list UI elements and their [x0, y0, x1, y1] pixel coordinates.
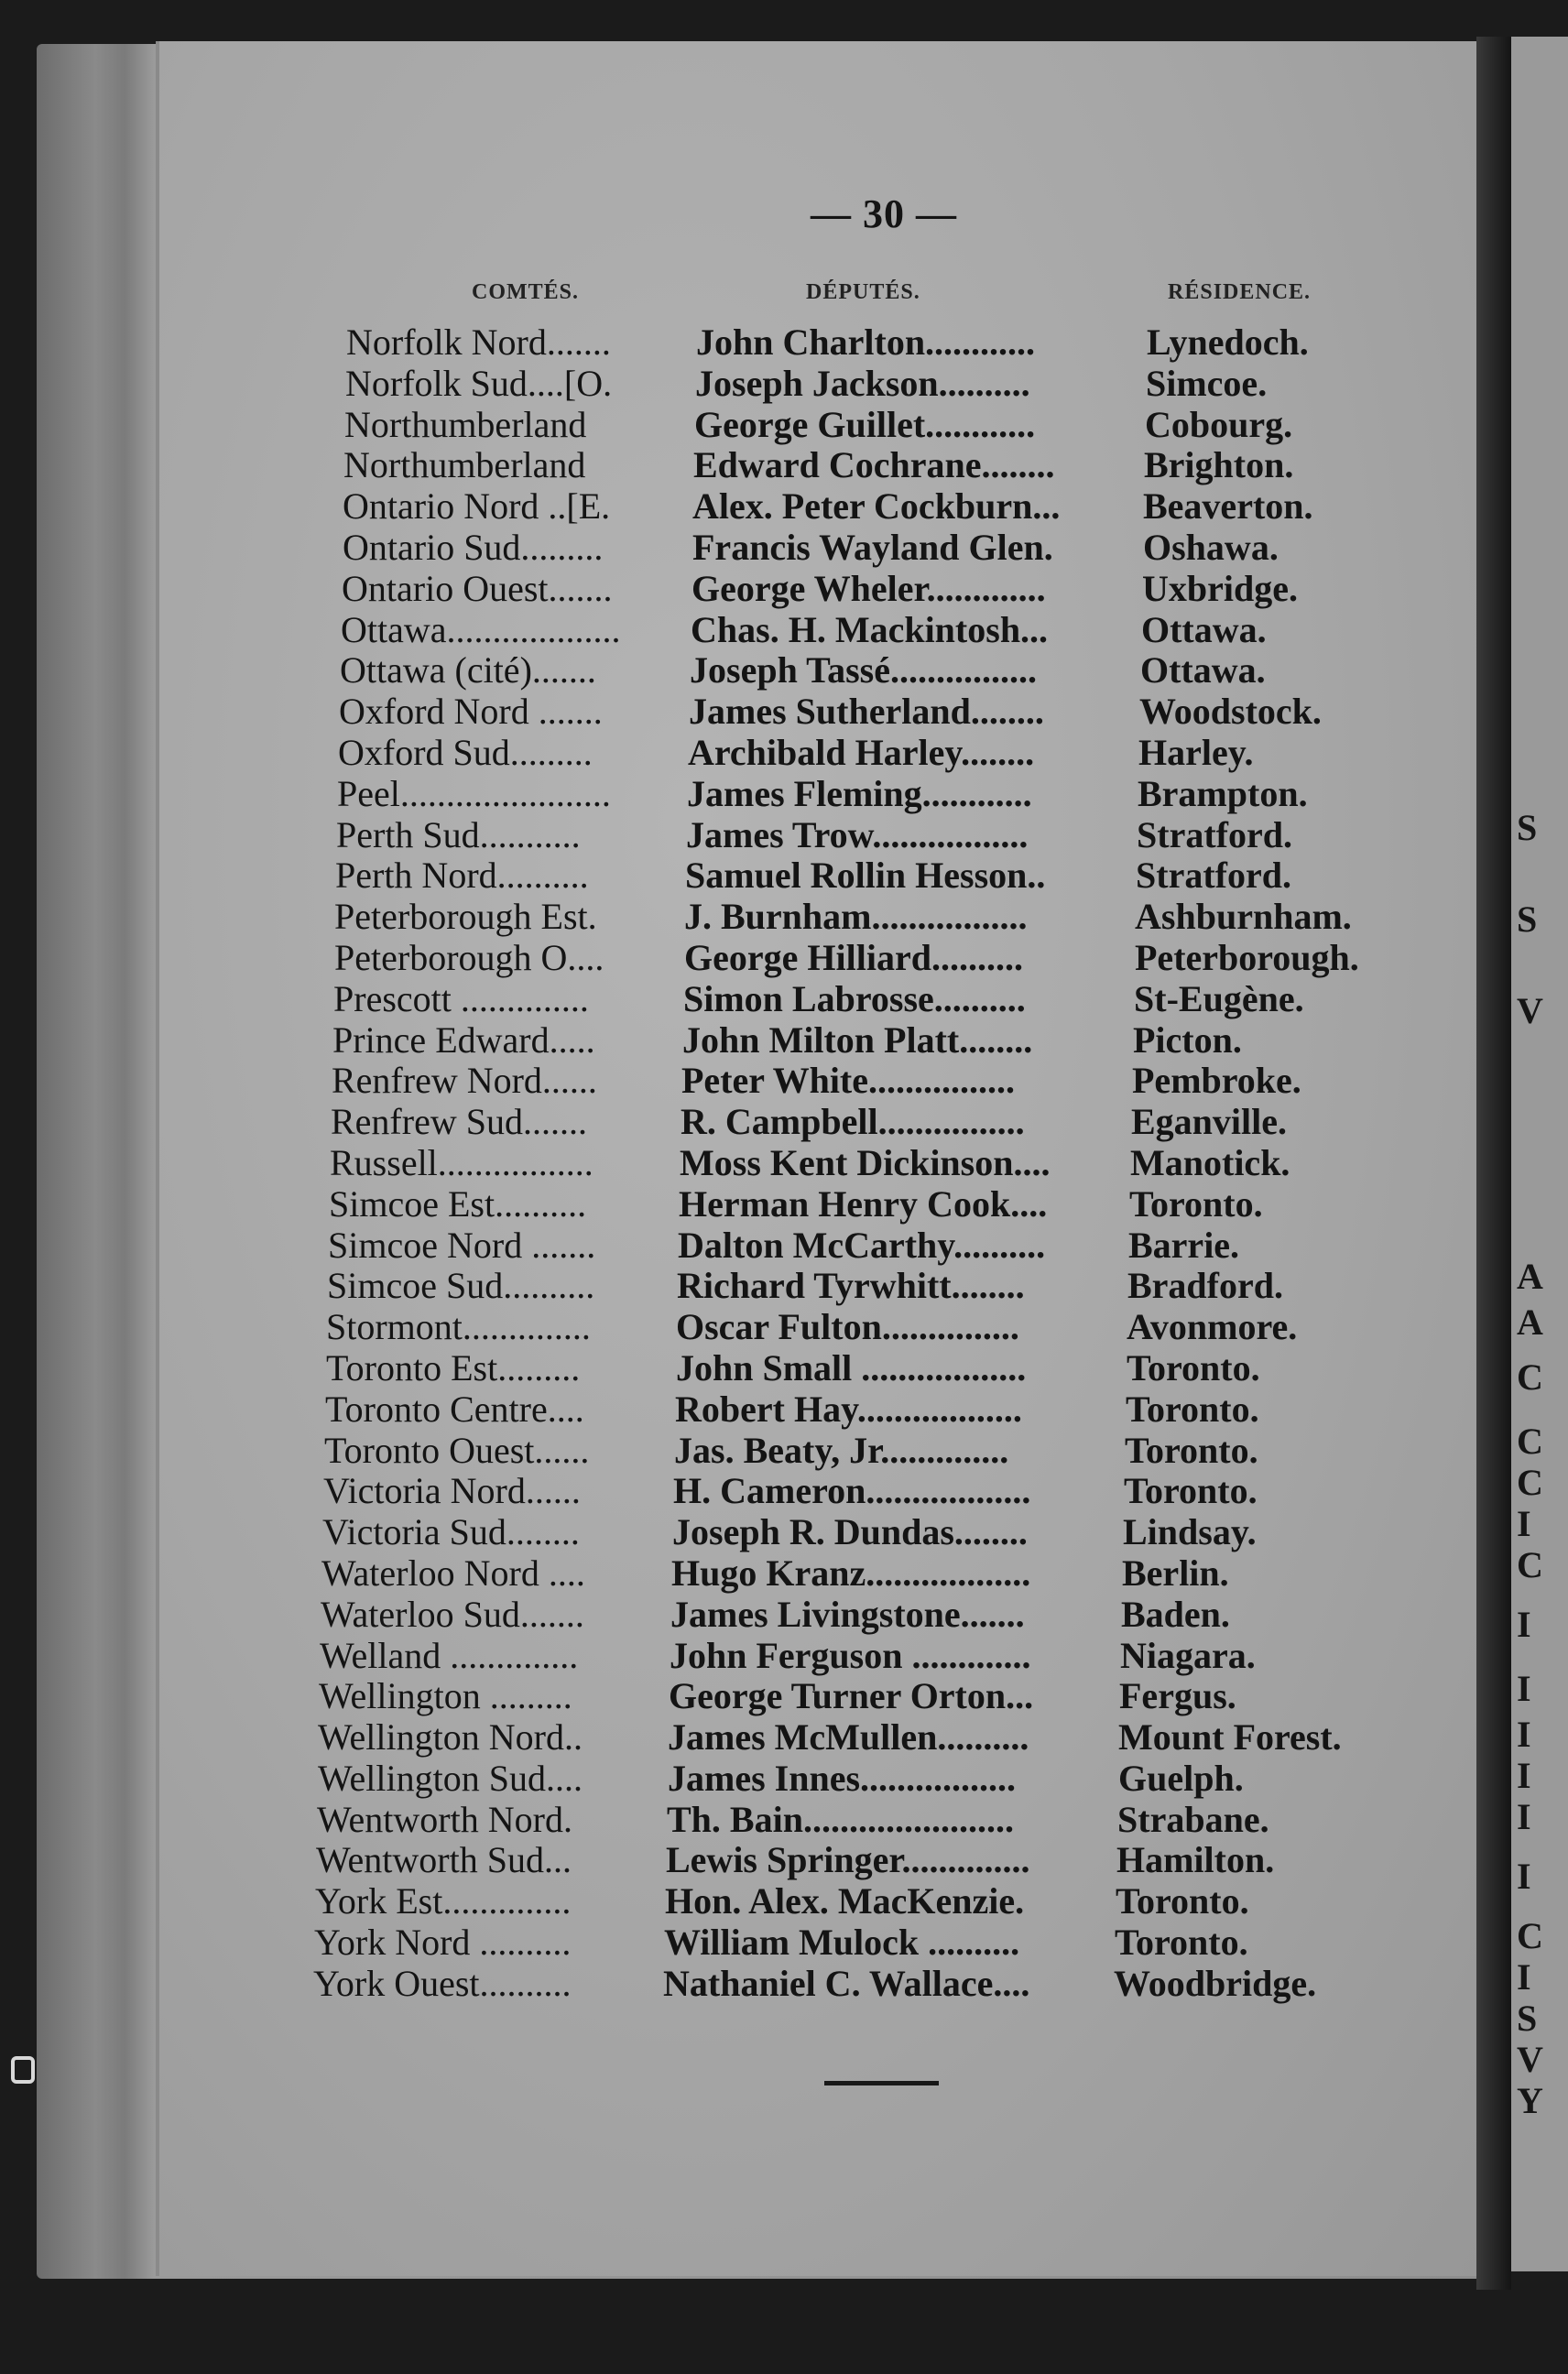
row-deputy: James Livingstone....... [670, 1593, 1025, 1635]
column-header-residence: RÉSIDENCE. [1168, 280, 1312, 304]
facing-letter: I [1517, 1668, 1531, 1709]
row-deputy: James McMullen.......... [668, 1716, 1029, 1759]
row-county: Renfrew Nord...... [332, 1060, 597, 1102]
table-row [0, 1553, 1568, 1595]
table-row [0, 1102, 1568, 1143]
row-deputy: Samuel Rollin Hesson.. [685, 855, 1046, 897]
row-county: Simcoe Nord ....... [328, 1224, 596, 1266]
row-residence: Simcoe. [1146, 362, 1268, 404]
row-deputy: Moss Kent Dickinson.... [680, 1141, 1051, 1183]
table-row [0, 1348, 1568, 1389]
row-deputy: Peter White................ [681, 1060, 1016, 1102]
row-county: Norfolk Nord....... [346, 321, 611, 363]
row-county: Wentworth Nord. [317, 1798, 572, 1840]
row-deputy: Joseph Tassé................ [690, 649, 1037, 692]
table-row [0, 1471, 1568, 1512]
row-county: Ontario Ouest....... [342, 567, 613, 609]
table-row [0, 1840, 1568, 1881]
facing-letter: I [1517, 1956, 1531, 1998]
row-deputy: James Innes................. [668, 1757, 1017, 1799]
row-county: Wellington ......... [319, 1675, 572, 1717]
row-deputy: James Fleming............ [687, 772, 1032, 814]
row-deputy: John Milton Platt........ [682, 1018, 1033, 1061]
row-deputy: Edward Cochrane........ [693, 444, 1055, 486]
facing-letter: C [1517, 1544, 1543, 1585]
row-county: Simcoe Est.......... [329, 1182, 587, 1225]
facing-letter: S [1517, 898, 1538, 940]
row-county: Oxford Nord ....... [339, 691, 603, 733]
row-deputy: H. Cameron.................. [673, 1470, 1031, 1512]
facing-letter: C [1517, 1915, 1543, 1956]
row-deputy: Alex. Peter Cockburn... [692, 485, 1061, 528]
row-county: Renfrew Sud....... [331, 1101, 587, 1143]
facing-letter: A [1517, 1256, 1543, 1297]
table-row [0, 815, 1568, 856]
row-deputy: Nathaniel C. Wallace.... [663, 1962, 1030, 2004]
table-row [0, 1595, 1568, 1636]
row-residence: Ottawa. [1141, 608, 1267, 650]
row-residence: Barrie. [1128, 1224, 1240, 1266]
table-row [0, 1759, 1568, 1800]
row-deputy: James Trow................. [686, 813, 1029, 855]
table-row [0, 733, 1568, 774]
row-county: Northumberland [344, 403, 587, 445]
row-county: Toronto Centre.... [325, 1388, 584, 1430]
row-county: Russell................. [330, 1141, 593, 1183]
row-residence: Stratford. [1137, 813, 1292, 855]
table-row [0, 1676, 1568, 1717]
row-residence: Ashburnham. [1135, 896, 1352, 938]
row-residence: Eganville. [1131, 1101, 1288, 1143]
row-county: Toronto Ouest...... [324, 1429, 590, 1471]
row-residence: Pembroke. [1132, 1060, 1301, 1102]
row-residence: Oshawa. [1143, 526, 1279, 568]
table-row [0, 528, 1568, 569]
row-county: York Nord .......... [314, 1922, 572, 1964]
table-row [0, 1184, 1568, 1225]
row-county: Ontario Nord ..[E. [343, 485, 611, 528]
row-residence: Ottawa. [1140, 649, 1266, 692]
row-deputy: J. Burnham................. [684, 896, 1028, 938]
row-deputy: Jas. Beaty, Jr.............. [674, 1429, 1009, 1471]
table-row [0, 650, 1568, 692]
row-deputy: Hugo Kranz.................. [671, 1552, 1031, 1594]
end-rule [824, 2081, 939, 2085]
row-residence: Toronto. [1127, 1346, 1260, 1388]
table-row [0, 1922, 1568, 1964]
row-residence: Strabane. [1117, 1798, 1269, 1840]
row-deputy: Robert Hay.................. [675, 1388, 1022, 1430]
row-county: Waterloo Sud....... [321, 1593, 584, 1635]
margin-mark [11, 2056, 35, 2084]
row-county: Wellington Nord.. [318, 1716, 583, 1759]
row-residence: Mount Forest. [1118, 1716, 1342, 1759]
table-row [0, 1800, 1568, 1841]
row-deputy: Francis Wayland Glen. [692, 526, 1053, 568]
row-deputy: Joseph R. Dundas........ [672, 1511, 1028, 1553]
row-county: Prince Edward..... [332, 1018, 595, 1061]
row-deputy: R. Campbell................ [681, 1101, 1025, 1143]
row-residence: Niagara. [1120, 1634, 1256, 1676]
table-row [0, 405, 1568, 446]
table-row [0, 610, 1568, 651]
row-county: Perth Sud........... [336, 813, 581, 855]
row-deputy: Th. Bain....................... [667, 1798, 1014, 1840]
facing-letter: I [1517, 1856, 1531, 1897]
page-number: — 30 — [811, 191, 957, 236]
row-residence: Toronto. [1115, 1922, 1248, 1964]
table-row [0, 774, 1568, 815]
row-residence: Stratford. [1136, 855, 1291, 897]
row-residence: Manotick. [1130, 1141, 1290, 1183]
table-row [0, 1020, 1568, 1062]
row-residence: Brighton. [1144, 444, 1294, 486]
row-deputy: John Ferguson ............. [670, 1634, 1031, 1676]
facing-letter: I [1517, 1714, 1531, 1755]
row-deputy: Simon Labrosse.......... [683, 977, 1026, 1019]
row-residence: Woodbridge. [1114, 1962, 1317, 2004]
column-header-counties: COMTÉS. [472, 280, 580, 304]
row-residence: Woodstock. [1139, 691, 1322, 733]
row-deputy: George Turner Orton... [669, 1675, 1034, 1717]
row-deputy: Oscar Fulton............... [676, 1306, 1019, 1348]
table-row [0, 569, 1568, 610]
table-row [0, 364, 1568, 405]
facing-letter: C [1517, 1462, 1543, 1503]
table-row [0, 1225, 1568, 1267]
facing-letter: C [1517, 1356, 1543, 1398]
row-residence: Brampton. [1138, 772, 1308, 814]
row-residence: Peterborough. [1135, 936, 1359, 978]
row-residence: Fergus. [1119, 1675, 1236, 1717]
row-deputy: Archibald Harley........ [688, 731, 1035, 773]
row-deputy: William Mulock .......... [664, 1922, 1020, 1964]
table-row [0, 1307, 1568, 1348]
row-residence: Lindsay. [1123, 1511, 1257, 1553]
row-residence: Lynedoch. [1147, 321, 1309, 363]
row-county: Simcoe Sud.......... [327, 1265, 595, 1307]
row-residence: Picton. [1133, 1018, 1242, 1061]
row-residence: Toronto. [1116, 1880, 1249, 1922]
row-county: Waterloo Nord .... [321, 1552, 585, 1594]
row-county: Perth Nord.......... [335, 855, 589, 897]
row-residence: Beaverton. [1143, 485, 1313, 528]
row-residence: Avonmore. [1127, 1306, 1298, 1348]
row-county: Victoria Nord...... [323, 1470, 581, 1512]
table-row [0, 486, 1568, 528]
table-row [0, 445, 1568, 486]
row-deputy: James Sutherland........ [689, 691, 1044, 733]
row-deputy: Herman Henry Cook.... [679, 1182, 1048, 1225]
column-header-deputies: DÉPUTÉS. [806, 280, 920, 304]
row-residence: Guelph. [1118, 1757, 1244, 1799]
facing-letter: C [1517, 1421, 1543, 1462]
row-residence: Uxbridge. [1142, 567, 1298, 609]
row-county: York Est.............. [315, 1880, 572, 1922]
table-row [0, 1389, 1568, 1431]
row-county: York Ouest.......... [313, 1962, 572, 2004]
table-row [0, 1964, 1568, 2005]
facing-letter: Y [1517, 2080, 1543, 2121]
facing-letter: A [1517, 1301, 1543, 1343]
row-county: Peel....................... [337, 772, 611, 814]
table-row [0, 1431, 1568, 1472]
row-county: Prescott .............. [333, 977, 589, 1019]
table-row [0, 1266, 1568, 1307]
row-residence: Hamilton. [1116, 1839, 1275, 1881]
table-row [0, 692, 1568, 733]
facing-letter: S [1517, 807, 1538, 848]
row-residence: Toronto. [1126, 1388, 1259, 1430]
table-row [0, 1881, 1568, 1922]
row-residence: Cobourg. [1145, 403, 1293, 445]
row-county: Norfolk Sud....[O. [345, 362, 613, 404]
facing-letter: S [1517, 1998, 1538, 2039]
table-row [0, 855, 1568, 897]
row-deputy: John Charlton............ [696, 321, 1036, 363]
row-residence: Toronto. [1129, 1182, 1263, 1225]
table-row [0, 1143, 1568, 1184]
row-residence: St-Eugène. [1134, 977, 1304, 1019]
row-county: Ontario Sud......... [343, 526, 604, 568]
facing-letter: I [1517, 1503, 1531, 1544]
facing-letter: V [1517, 2039, 1543, 2080]
row-county: Stormont.............. [326, 1306, 591, 1348]
row-county: Peterborough Est. [334, 896, 597, 938]
table-row [0, 1512, 1568, 1553]
facing-letter: I [1517, 1755, 1531, 1796]
row-residence: Toronto. [1124, 1470, 1258, 1512]
table-row [0, 979, 1568, 1020]
table-row [0, 938, 1568, 979]
row-deputy: Joseph Jackson.......... [695, 362, 1030, 404]
row-county: Ottawa................... [341, 608, 621, 650]
table-row [0, 322, 1568, 364]
row-deputy: John Small .................. [676, 1346, 1027, 1388]
row-county: Toronto Est......... [326, 1346, 581, 1388]
row-deputy: George Guillet............ [694, 403, 1036, 445]
row-residence: Berlin. [1122, 1552, 1229, 1594]
row-county: Welland .............. [320, 1634, 579, 1676]
row-deputy: Chas. H. Mackintosh... [691, 608, 1049, 650]
facing-letter: I [1517, 1796, 1531, 1837]
table-row [0, 1636, 1568, 1677]
row-county: Wellington Sud.... [318, 1757, 583, 1799]
row-county: Wentworth Sud... [316, 1839, 572, 1881]
row-deputy: Dalton McCarthy.......... [678, 1224, 1046, 1266]
row-county: Oxford Sud......... [338, 731, 593, 773]
facing-letter: V [1517, 990, 1543, 1031]
table-row [0, 1061, 1568, 1102]
row-deputy: George Hilliard.......... [684, 936, 1023, 978]
row-deputy: Lewis Springer.............. [666, 1839, 1030, 1881]
table-row [0, 1717, 1568, 1759]
row-residence: Toronto. [1125, 1429, 1258, 1471]
row-deputy: Richard Tyrwhitt........ [677, 1265, 1025, 1307]
row-residence: Bradford. [1127, 1265, 1283, 1307]
facing-letter: I [1517, 1604, 1531, 1645]
row-residence: Baden. [1121, 1593, 1230, 1635]
row-county: Victoria Sud........ [322, 1511, 580, 1553]
row-residence: Harley. [1138, 731, 1254, 773]
deputies-table [0, 322, 1568, 2005]
row-deputy: George Wheler............. [691, 567, 1046, 609]
row-deputy: Hon. Alex. MacKenzie. [665, 1880, 1025, 1922]
row-county: Peterborough O.... [334, 936, 604, 978]
row-county: Northumberland [343, 444, 586, 486]
row-county: Ottawa (cité)....... [340, 649, 596, 692]
table-row [0, 897, 1568, 938]
